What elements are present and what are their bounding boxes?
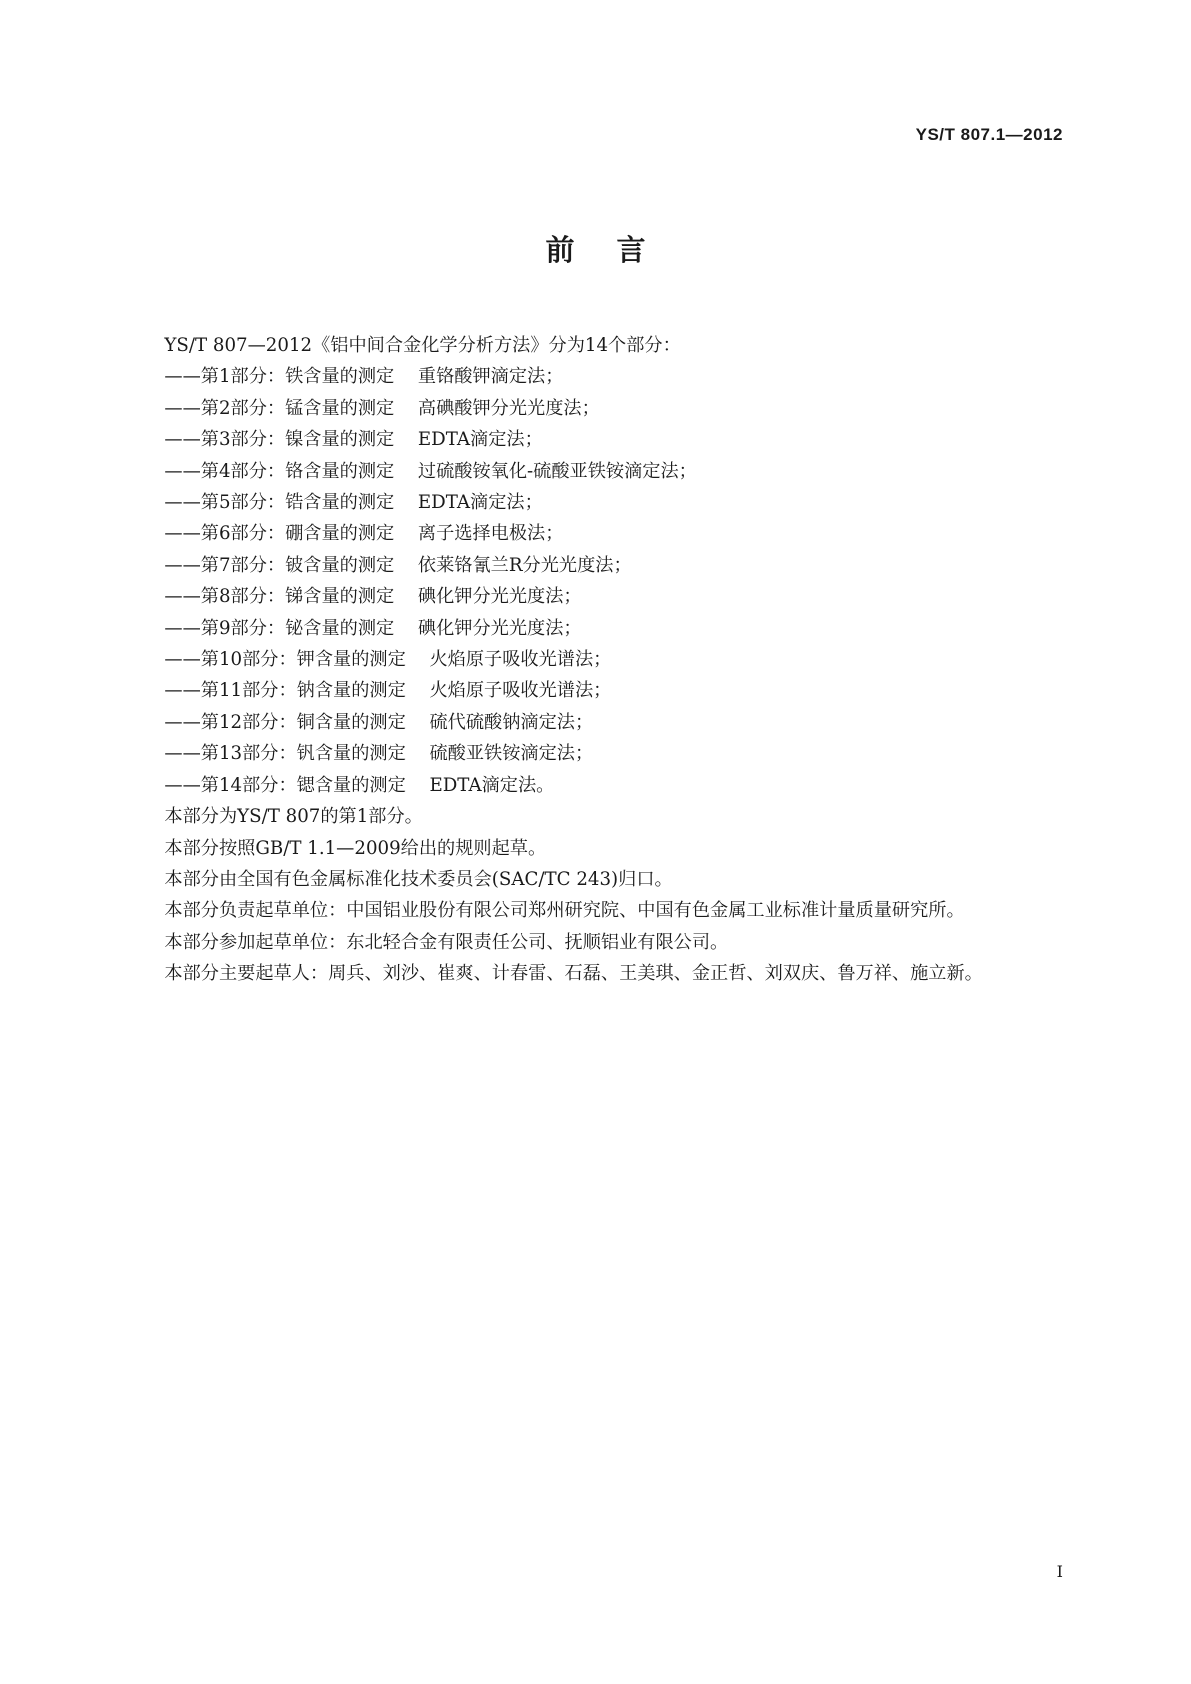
part-method: 硫代硫酸钠滴定法； (429, 711, 594, 733)
parts-list (128, 361, 1063, 801)
list-item (128, 487, 1063, 518)
list-item (128, 770, 1063, 801)
part-method: 过硫酸铵氧化-硫酸亚铁铵滴定法； (417, 460, 697, 482)
part-method: 重铬酸钾滴定法； (417, 366, 564, 388)
part-number-paragraph: 本部分为YS/T 807的第1部分。 (164, 806, 423, 828)
part-method: 离子选择电极法； (417, 523, 564, 545)
list-item (128, 393, 1063, 424)
standard-code: YS/T 807.1—2012 (915, 125, 1063, 144)
part-label: ——第8部分：锑含量的测定 (164, 586, 395, 608)
list-item (128, 675, 1063, 706)
responsible-units-paragraph: 本部分负责起草单位：中国铝业股份有限公司郑州研究院、中国有色金属工业标准计量质量研究所。 (164, 900, 965, 922)
part-label: ——第4部分：铬含量的测定 (164, 460, 395, 482)
part-method: EDTA滴定法； (417, 492, 543, 514)
part-method: 碘化钾分光光度法； (417, 617, 582, 639)
page-title: 前言 (545, 233, 688, 267)
list-item (128, 707, 1063, 738)
part-label: ——第14部分：锶含量的测定 (164, 774, 406, 796)
intro-paragraph: YS/T 807—2012《铝中间合金化学分析方法》分为14个部分： (164, 335, 681, 356)
part-label: ——第10部分：钾含量的测定 (164, 649, 406, 671)
part-label: ——第3部分：镍含量的测定 (164, 429, 395, 451)
foreword-content (128, 330, 1063, 990)
part-label: ——第1部分：铁含量的测定 (164, 366, 395, 388)
part-label: ——第13部分：钒含量的测定 (164, 743, 406, 765)
part-method: 火焰原子吸收光谱法； (429, 680, 612, 702)
part-method: 碘化钾分光光度法； (417, 586, 582, 608)
part-label: ——第12部分：铜含量的测定 (164, 711, 406, 733)
part-label: ——第5部分：锆含量的测定 (164, 492, 395, 514)
part-label: ——第7部分：铍含量的测定 (164, 554, 395, 576)
part-label: ——第11部分：钠含量的测定 (164, 680, 406, 702)
list-item (128, 738, 1063, 769)
part-method: EDTA滴定法； (417, 429, 543, 451)
list-item (128, 581, 1063, 612)
participating-units-paragraph: 本部分参加起草单位：东北轻合金有限责任公司、抚顺铝业有限公司。 (164, 931, 729, 953)
main-drafters-paragraph: 本部分主要起草人：周兵、刘沙、崔爽、计春雷、石磊、王美琪、金正哲、刘双庆、鲁万祥、施立新。 (164, 963, 983, 985)
part-method: 火焰原子吸收光谱法； (429, 649, 612, 671)
list-item (128, 456, 1063, 487)
list-item (128, 550, 1063, 581)
page-number: I (1056, 1562, 1063, 1581)
list-item (128, 361, 1063, 392)
part-label: ——第2部分：锰含量的测定 (164, 397, 395, 419)
part-label: ——第9部分：铋含量的测定 (164, 617, 395, 639)
part-label: ——第6部分：硼含量的测定 (164, 523, 395, 545)
drafting-rules-paragraph: 本部分按照GB/T 1.1—2009给出的规则起草。 (164, 837, 547, 859)
list-item (128, 424, 1063, 455)
part-method: 依莱铬氰兰R分光光度法； (417, 554, 632, 576)
committee-paragraph: 本部分由全国有色金属标准化技术委员会(SAC/TC 243)归口。 (164, 868, 673, 890)
part-method: 硫酸亚铁铵滴定法； (429, 743, 594, 765)
part-method: EDTA滴定法。 (429, 774, 555, 796)
part-method: 高碘酸钾分光光度法； (417, 397, 600, 419)
list-item (128, 644, 1063, 675)
list-item (128, 613, 1063, 644)
list-item (128, 518, 1063, 549)
